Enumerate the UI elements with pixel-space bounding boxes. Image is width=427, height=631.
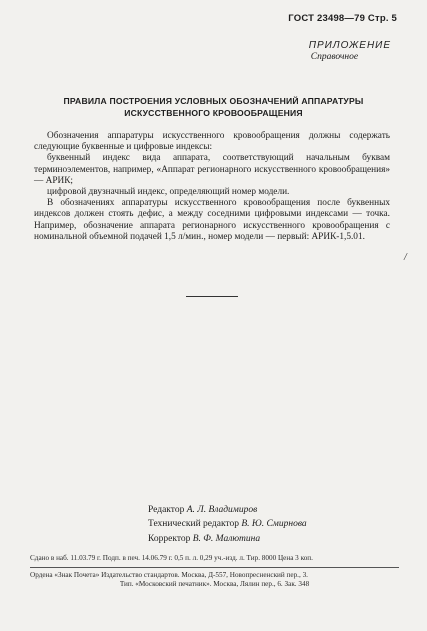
- editorial-credits: [148, 503, 307, 546]
- publication-imprint: [30, 554, 399, 590]
- body-text: [34, 131, 390, 243]
- credit-technical-editor: [148, 517, 307, 531]
- appendix-label-block: [309, 40, 391, 62]
- credit-role: Корректор: [148, 533, 191, 544]
- section-divider: [186, 296, 238, 297]
- credit-editor: [148, 503, 307, 517]
- credit-role: Редактор: [148, 505, 185, 515]
- paragraph-2: буквенный индекс вида аппарата, соответствующий начальным буквам терминоэлементов, например, «Аппарат регионарного искусственного кровообращения» — АРИК;: [34, 153, 390, 186]
- title-line-2: ИСКУССТВЕННОГО КРОВООБРАЩЕНИЯ: [124, 108, 303, 118]
- credit-name: В. Ю. Смирнова: [241, 519, 307, 530]
- imprint-publisher: Ордена «Знак Почета» Издательство стандартов. Москва, Д-557, Новопресненский пер., 3.: [30, 570, 308, 579]
- credit-name: В. Ф. Малютина: [192, 533, 261, 544]
- credit-role: Технический редактор: [148, 519, 239, 530]
- margin-mark: /: [404, 252, 407, 263]
- document-title: [0, 95, 427, 119]
- paragraph-3: цифровой двузначный индекс, определяющий номер модели.: [47, 187, 290, 198]
- paragraph-1: Обозначения аппаратуры искусственного кровообращения должны содержать следующие буквенные и цифровые индексы:: [34, 131, 390, 153]
- standard-page-header: ГОСТ 23498—79 Стр. 5: [288, 13, 397, 24]
- imprint-rule: [30, 567, 399, 568]
- credit-proofreader: [148, 532, 307, 546]
- imprint-printer: Тип. «Московский печатник». Москва, Лялин пер., 6. Зак. 348: [119, 580, 310, 589]
- credit-name: А. Л. Владимиров: [186, 505, 258, 515]
- imprint-print-details: Сдано в наб. 11.03.79 г. Подп. в печ. 14.06.79 г. 0,5 п. л. 0,29 уч.-изд. л. Тир. 8000 Цена 3 коп.: [30, 554, 313, 562]
- paragraph-4: В обозначениях аппаратуры искусственного кровообращения после буквенных индексов должен стоять дефис, а между соседними цифровыми индексами — точка. Например, обозначение аппарата регионарного искусственного кровообращения с номинальной объемной подачей 1,5 л/мин., номер модели — первый: АРИК-1,5.01.: [34, 198, 390, 242]
- appendix-type: Справочное: [310, 52, 359, 62]
- appendix-label: ПРИЛОЖЕНИЕ: [308, 40, 391, 51]
- title-line-1: ПРАВИЛА ПОСТРОЕНИЯ УСЛОВНЫХ ОБОЗНАЧЕНИЙ АППАРАТУРЫ: [63, 96, 364, 106]
